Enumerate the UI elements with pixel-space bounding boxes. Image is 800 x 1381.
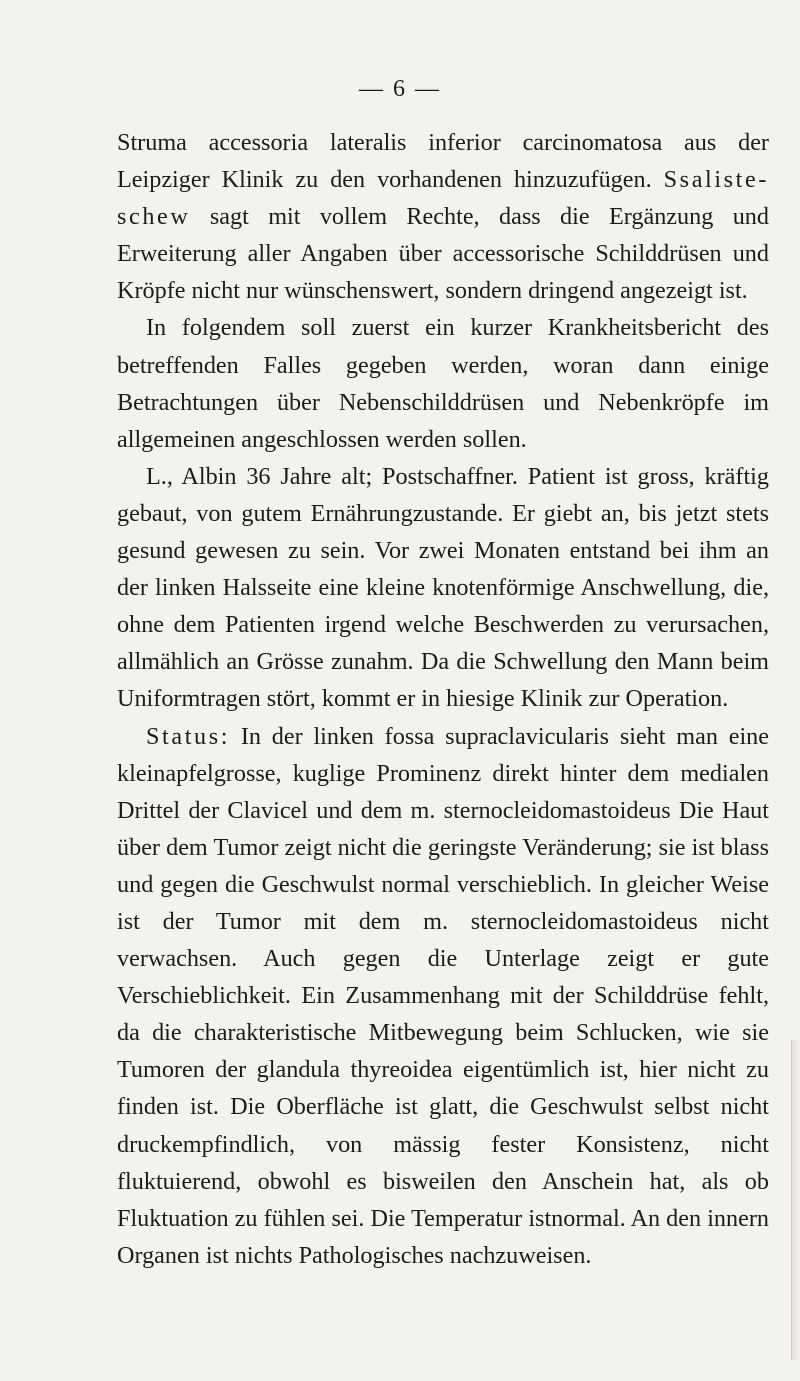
text-segment: L., Albin 36 Jahre alt; Postschaffner. Patient ist gross, kräftig gebaut, von gutem Ernährungzustande. Er giebt an, bis jetzt stets gesund gewesen zu sein. Vor zwei Monaten entstand bei ihm an der linken Halsseite eine kleine knotenförmige Anschwellung, die, ohne dem Patienten irgend welche Beschwerden zu verursachen, allmählich an Grösse zunahm. Da die Schwellung den Mann beim Uniformtragen stört, kommt er in hiesige Klinik zur Operation.	[117, 462, 769, 713]
text-segment: In der linken fossa supraclavicularis sieht man eine kleinapfelgrosse, kuglige Prominenz direkt hinter dem medialen Drittel der Clavicel und dem m. sternocleidomastoideus Die Haut über dem Tumor zeigt nicht die geringste Veränderung; sie ist blass und gegen die Geschwulst normal verschieblich. In gleicher Weise ist der Tumor mit dem m. sternocleidomastoideus nicht verwachsen. Auch gegen die Unterlage zeigt er gute Verschieblichkeit. Ein Zusammenhang mit der Schilddrüse fehlt, da die charakteristische Mitbewegung beim Schlucken, wie sie Tumoren der glandula thyreoidea eigentümlich ist, hier nicht zu finden ist. Die Oberfläche ist glatt, die Geschwulst selbst nicht druckempfindlich, von mässig fester Konsistenz, nicht fluktuierend, obwohl es bisweilen den Anschein hat, als ob Fluktuation zu fühlen sei. Die Temperatur istnormal. An den innern Organen ist nichts Pathologisches nachzuweisen.	[117, 722, 769, 1269]
paragraph	[117, 124, 769, 309]
text-segment: Struma accessoria lateralis inferior carcinomatosa aus der Leipziger Klinik zu den vorhandenen hinzuzufügen.	[117, 129, 769, 194]
paragraph	[117, 309, 769, 457]
body-text	[117, 124, 769, 1274]
page-edge-shadow	[791, 1040, 800, 1360]
page-number: — 6 —	[359, 76, 441, 102]
text-segment: sagt mit vollem Rechte, dass die Ergänzung und Erweiterung aller Angaben über accessorische Schilddrüsen und Kröpfe nicht nur wünschenswert, sondern dringend angezeigt ist.	[117, 203, 769, 305]
author-name-spaced: Ssaliste-schew	[117, 166, 769, 231]
paragraph	[117, 718, 769, 1274]
text-segment: In folgendem soll zuerst ein kurzer Krankheitsbericht des betreffenden Falles gegeben werden, woran dann einige Betrachtungen über Nebenschilddrüsen und Nebenkröpfe im allgemeinen angeschlossen werden sollen.	[117, 314, 769, 453]
paragraph	[117, 458, 769, 718]
status-heading: Status:	[146, 722, 231, 750]
